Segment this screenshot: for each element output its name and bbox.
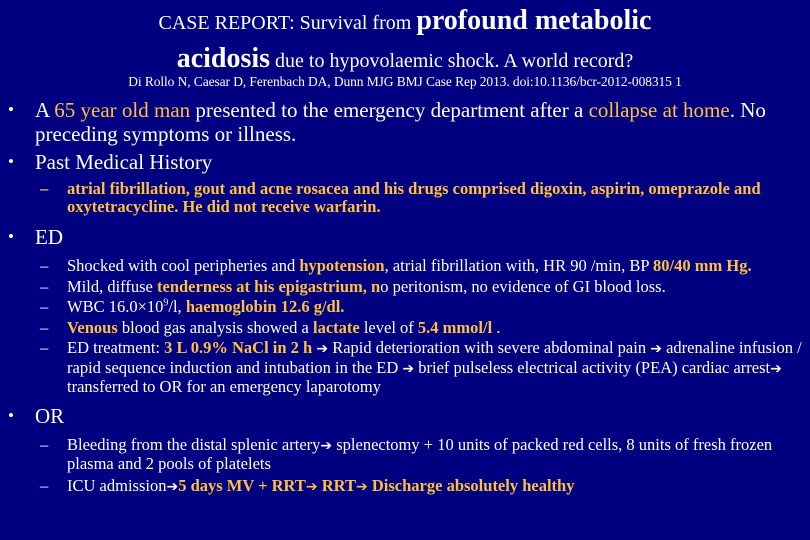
sub-bullet-dash: – <box>40 338 49 357</box>
text: , atrial fibrillation with, HR 90 /min, BP <box>384 256 654 275</box>
title-suffix: due to hypovolaemic shock. A world record? <box>270 50 634 72</box>
arrow-right-icon: ➔ <box>320 437 333 454</box>
highlight-hypotension: hypotension <box>299 256 385 275</box>
text: Shocked with cool peripheries and <box>67 256 300 275</box>
title-emphasis-2: acidosis <box>176 43 271 74</box>
text: blood gas analysis showed a <box>117 317 313 337</box>
text: ICU admission <box>67 475 167 495</box>
text: splenectomy + 10 units of packed red cells, 8 units of fresh frozen plasma and 2 pools of platelets <box>67 434 773 473</box>
sub-bullet-dash: – <box>40 256 49 275</box>
sub-bullet-dash: – <box>40 297 49 316</box>
sub-bullet-icu <box>0 477 810 497</box>
sub-bullet-wbc <box>0 298 810 316</box>
bullet-label: OR <box>35 403 65 428</box>
bullet-dot: • <box>8 405 14 425</box>
history-text: atrial fibrillation, gout and acne rosacea and his drugs comprised digoxin, aspirin, omeprazole and oxytetracycline. He did not receive warfarin. <box>67 179 761 216</box>
highlight-rrt: RRT <box>317 475 357 495</box>
bullet-dot: • <box>8 100 14 119</box>
highlight-bp: 80/40 mm Hg. <box>653 256 752 275</box>
text: Bleeding from the distal splenic artery <box>67 434 321 454</box>
superscript: 9 <box>163 297 169 309</box>
text: transferred to OR for an emergency laparotomy <box>67 377 381 396</box>
sub-bullet-blood-gas <box>0 319 810 337</box>
text: WBC 16.0×10 <box>67 297 164 316</box>
bullet-past-medical-history <box>0 150 810 174</box>
bullet-dot: • <box>8 227 14 246</box>
sub-bullet-dash: – <box>40 317 49 337</box>
sub-bullet-bleeding <box>0 436 810 473</box>
text: . <box>492 317 501 337</box>
text: Rapid deterioration with severe abdominal pain <box>328 338 651 357</box>
highlight-age: 65 year old man <box>54 98 191 122</box>
sub-bullet-dash: – <box>40 434 49 454</box>
highlight-lactate: lactate <box>312 317 360 337</box>
citation: Di Rollo N, Caesar D, Ferenbach DA, Dunn MJG BMJ Case Rep 2013. doi:10.1136/bcr-2012-008315 1 <box>128 74 682 89</box>
text: o peritonism, no evidence of GI blood loss. <box>380 276 666 296</box>
bullet-presentation <box>0 98 810 146</box>
text: brief pulseless electrical activity (PEA) cardiac arrest <box>414 357 771 377</box>
highlight-haemoglobin: haemoglobin 12.6 g/dl. <box>185 297 345 316</box>
text: level of <box>359 317 418 337</box>
arrow-right-icon: ➔ <box>166 478 179 495</box>
text: A <box>35 98 55 122</box>
slide-title <box>0 4 810 80</box>
highlight-tenderness: tenderness at his epigastrium, n <box>157 276 381 296</box>
sub-bullet-dash: – <box>40 179 49 198</box>
title-emphasis-1: profound metabolic <box>416 5 652 36</box>
arrow-right-icon: ➔ <box>356 478 368 495</box>
highlight-discharge: Discharge absolutely healthy <box>367 475 575 495</box>
highlight-collapse: collapse at home <box>588 98 730 122</box>
sub-bullet-history <box>0 180 810 215</box>
title-prefix: CASE REPORT: Survival from <box>158 12 417 34</box>
arrow-right-icon: ➔ <box>316 341 329 357</box>
sub-bullet-ed-treatment <box>0 339 810 396</box>
sub-bullet-dash: – <box>40 475 49 495</box>
bullet-label: Past Medical History <box>35 150 213 174</box>
highlight-icu-course: 5 days MV + RRT <box>178 475 306 495</box>
text: presented to the emergency department after a <box>190 98 589 122</box>
text: ED treatment: <box>67 338 165 357</box>
text: Mild, diffuse <box>67 276 157 296</box>
sub-bullet-tenderness <box>0 278 810 296</box>
sub-bullet-dash: – <box>40 276 49 296</box>
arrow-right-icon: ➔ <box>650 341 662 357</box>
text: . No preceding symptoms or illness. <box>35 98 766 146</box>
highlight-venous: Venous <box>67 317 118 337</box>
arrow-right-icon: ➔ <box>402 360 415 377</box>
bullet-label: ED <box>35 225 63 249</box>
highlight-lactate-value: 5.4 mmol/l <box>417 317 493 337</box>
bullet-dot: • <box>8 152 14 171</box>
arrow-right-icon: ➔ <box>305 478 318 495</box>
bullet-ed <box>0 225 810 249</box>
text: /l, <box>168 297 186 316</box>
text: adrenaline infusion / rapid sequence induction and intubation in the ED <box>67 338 802 377</box>
arrow-right-icon: ➔ <box>770 360 782 377</box>
highlight-fluids: 3 L 0.9% NaCl in 2 h <box>164 338 313 357</box>
bullet-or <box>0 404 810 428</box>
slide-content <box>0 98 810 496</box>
sub-bullet-shock <box>0 257 810 275</box>
